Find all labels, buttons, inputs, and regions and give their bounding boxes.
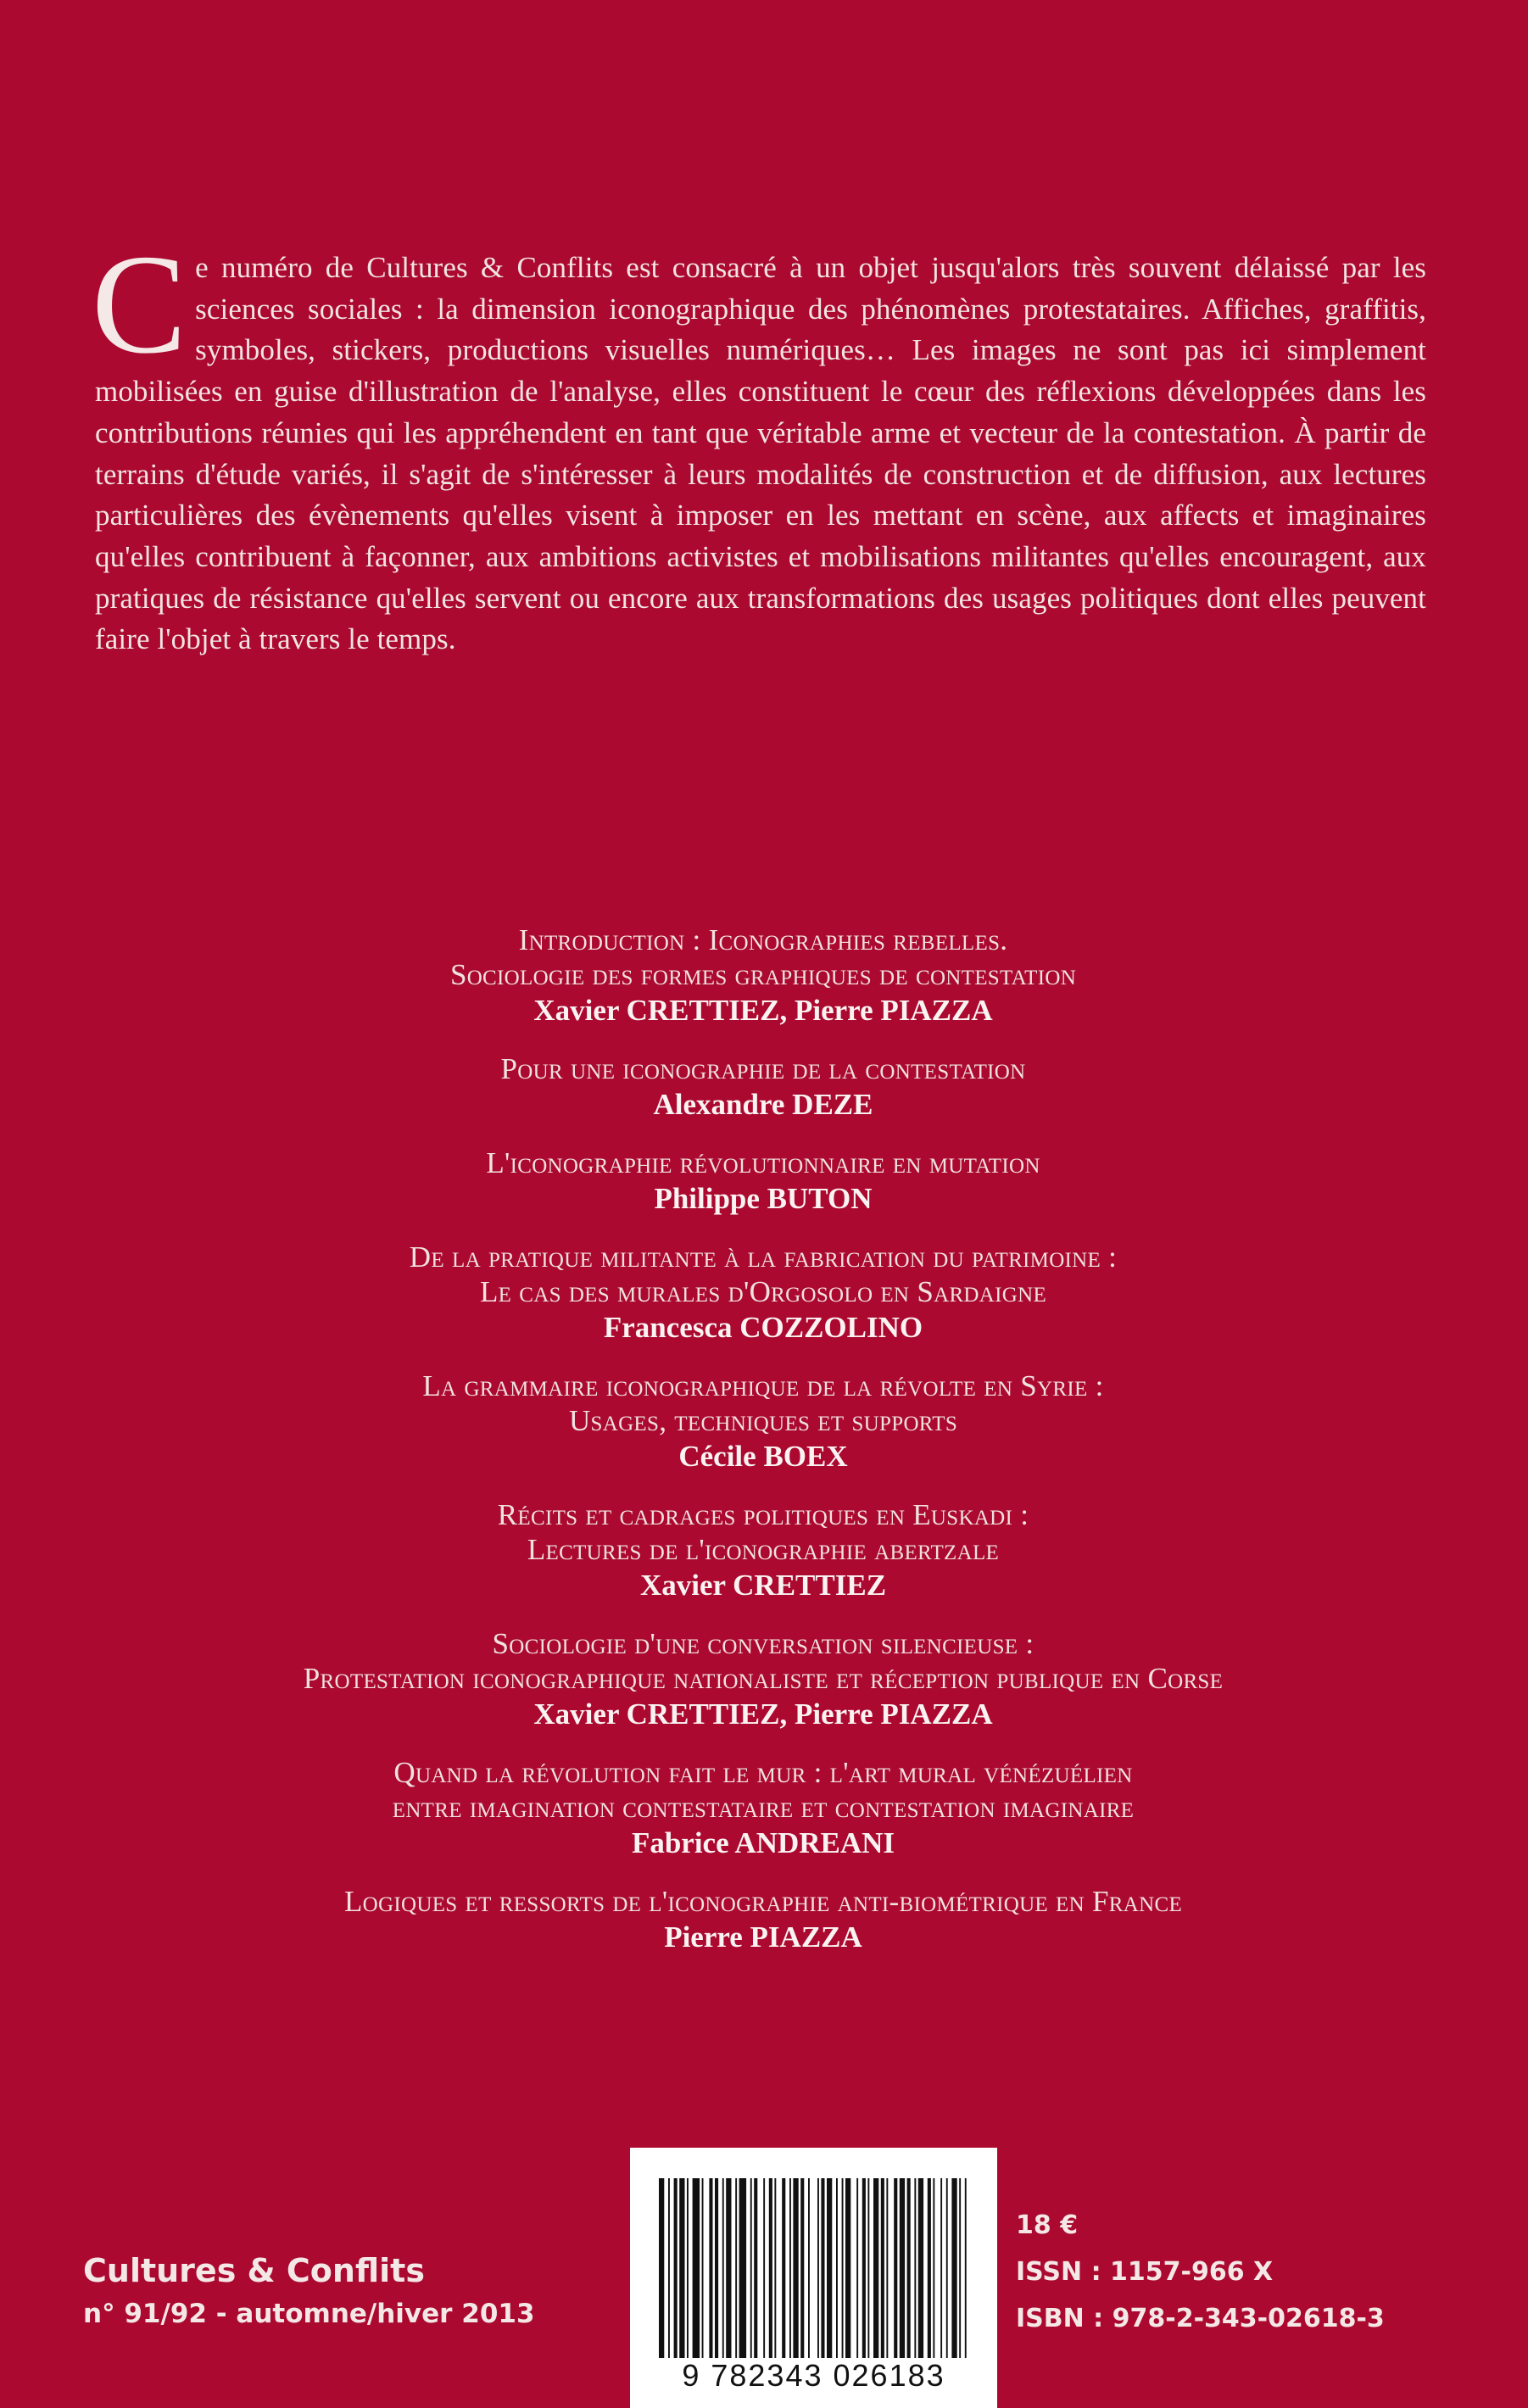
contents-entry: [127, 1755, 1399, 1861]
contents-entry: [127, 1145, 1399, 1217]
article-title: De la pratique militante à la fabrication du patrimoine : Le cas des murales d'Orgosolo en Sardaigne: [409, 1240, 1118, 1308]
contents-entry: [127, 1497, 1399, 1603]
table-of-contents: [127, 923, 1399, 1978]
contents-entry: [127, 1884, 1399, 1955]
contents-entry: [127, 1626, 1399, 1732]
barcode-digits: 9 782343 026183: [682, 2358, 945, 2393]
issn: ISSN : 1157-966 X: [1016, 2257, 1274, 2287]
price: 18 €: [1016, 2210, 1079, 2240]
article-author: Philippe BUTON: [654, 1182, 873, 1215]
article-title: Sociologie d'une conversation silencieuse : Protestation iconographique nationaliste et réception publique en Corse: [303, 1627, 1224, 1695]
article-title: Récits et cadrages politiques en Euskadi : Lectures de l'iconographie abertzale: [497, 1498, 1029, 1566]
barcode: [630, 2148, 997, 2408]
article-title: Quand la révolution fait le mur : l'art mural vénézuélien entre imagination contestataire et contestation imaginaire: [392, 1756, 1135, 1824]
article-title: Introduction : Iconographies rebelles. Sociologie des formes graphiques de contestation: [449, 923, 1077, 991]
pricing-info: [1016, 2202, 1385, 2342]
drop-cap: C: [92, 226, 187, 383]
article-author: Cécile BOEX: [678, 1440, 848, 1473]
barcode-bars-icon: [655, 2178, 972, 2358]
article-title: Logiques et ressorts de l'iconographie anti-biométrique en France: [343, 1885, 1183, 1918]
article-title: La grammaire iconographique de la révolte en Syrie : Usages, techniques et supports: [422, 1369, 1104, 1437]
article-author: Francesca COZZOLINO: [603, 1311, 923, 1344]
article-author: Xavier CRETTIEZ, Pierre PIAZZA: [533, 1697, 993, 1731]
back-cover-summary: [92, 226, 1426, 661]
isbn: ISBN : 978-2-343-02618-3: [1016, 2304, 1385, 2333]
contents-entry: [127, 1368, 1399, 1474]
contents-entry: [127, 1051, 1399, 1123]
journal-info: [83, 2249, 535, 2335]
article-title: L'iconographie révolutionnaire en mutation: [486, 1146, 1040, 1179]
article-author: Alexandre DEZE: [653, 1088, 873, 1121]
journal-name: Cultures & Conflits: [83, 2252, 425, 2289]
journal-issue: n° 91/92 - automne/hiver 2013: [83, 2299, 535, 2329]
article-title: Pour une iconographie de la contestation: [500, 1052, 1026, 1085]
article-author: Pierre PIAZZA: [664, 1920, 862, 1954]
article-author: Fabrice ANDREANI: [631, 1826, 895, 1859]
summary-paragraph: e numéro de Cultures & Conflits est consacré à un objet jusqu'alors très souvent délaissé par les sciences sociales : la dimension iconographique des phénomènes protestataires. Affiches, graffitis, symboles, stickers, productions visuelles numériques… Les images ne sont pas ici simplement mobilisées en guise d'illustration de l'analyse, elles constituent le cœur des réflexions développées dans les contributions réunies qui les appréhendent en tant que véritable arme et vecteur de la contestation. À partir de terrains d'étude variés, il s'agit de s'intéresser à leurs modalités de construction et de diffusion, aux lectures particulières des évènements qu'elles visent à imposer en les mettant en scène, aux affects et imaginaires qu'elles contribuent à façonner, aux ambitions activistes et mobilisations militantes qu'elles encouragent, aux pratiques de résistance qu'elles servent ou encore aux transformations des usages politiques dont elles peuvent faire l'objet à travers le temps.: [95, 251, 1426, 656]
article-author: Xavier CRETTIEZ, Pierre PIAZZA: [533, 994, 993, 1027]
article-author: Xavier CRETTIEZ: [639, 1569, 887, 1602]
contents-entry: [127, 923, 1399, 1028]
contents-entry: [127, 1240, 1399, 1346]
